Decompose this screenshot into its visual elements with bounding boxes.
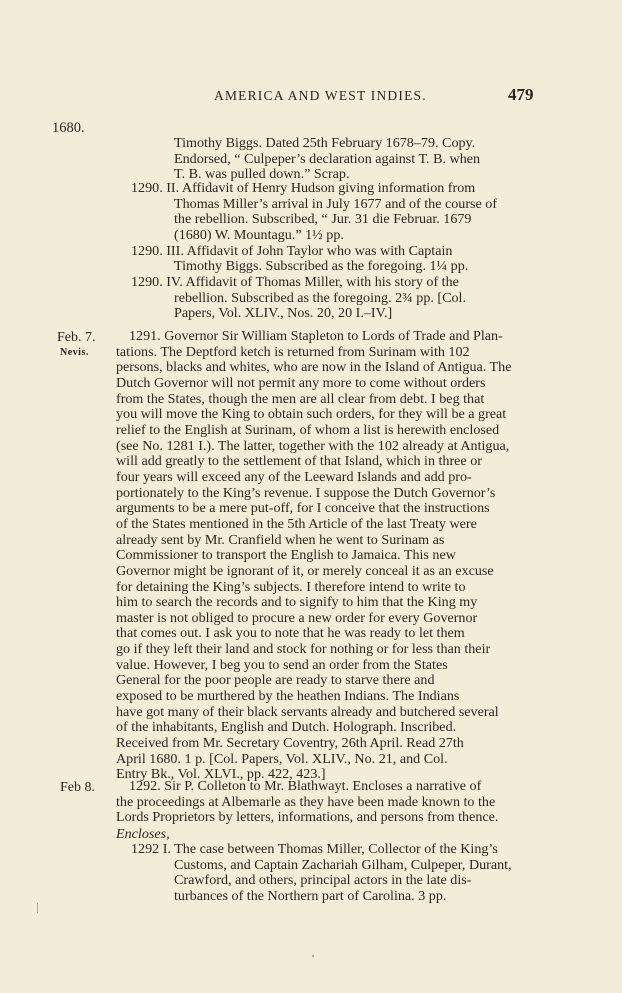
- text-line: Governor might be ignorant of it, or merely conceal it as an excuse: [116, 562, 494, 579]
- text-line: go if they left their land and stock for nothing or for less than their: [116, 641, 491, 658]
- text-line: Thomas Miller’s arrival in July 1677 and of the course of: [174, 195, 498, 212]
- text-line: you will move the King to obtain such orders, for they will be a great: [116, 406, 507, 423]
- text-line: April 1680. 1 p. [Col. Papers, Vol. XLIV., No. 21, and Col.: [116, 750, 448, 767]
- text-line: Endorsed, “ Culpeper’s declaration against T. B. when: [174, 150, 481, 167]
- text-line: for detaining the King’s subjects. I therefore intend to write to: [116, 578, 466, 595]
- text-line: Dutch Governor will not permit any more to come without orders: [116, 374, 486, 391]
- text-line: will add greatly to the settlement of that Island, which in three or: [116, 453, 482, 470]
- text-line: General for the poor people are ready to starve there and: [116, 672, 435, 689]
- text-line: 1290. II. Affidavit of Henry Hudson giving information from: [131, 180, 476, 196]
- text-line: Received from Mr. Secretary Coventry, 26th April. Read 27th: [116, 735, 464, 752]
- text-line: the rebellion. Subscribed, “ Jur. 31 die Februar. 1679: [174, 211, 472, 228]
- text-line: master is not obliged to procure a new order for every Governor: [116, 609, 478, 626]
- text-line: (1680) W. Mountagu.” 1½ pp.: [174, 226, 344, 243]
- entry-1292: [116, 779, 536, 826]
- text-line: Timothy Biggs. Dated 25th February 1678–79. Copy.: [174, 135, 476, 151]
- text-line: from the States, though the men are all clear from debt. I beg that: [116, 390, 485, 407]
- text-line: 1290. IV. Affidavit of Thomas Miller, with his story of the: [131, 273, 459, 290]
- text-line: Timothy Biggs. Subscribed as the foregoing. 1¼ pp.: [174, 258, 469, 275]
- text-line: Crawford, and others, principal actors in the late dis-: [174, 872, 472, 889]
- text-line: him to search the records and to signify to him that the King my: [116, 594, 478, 611]
- entry-1291-date: Feb. 7.: [57, 330, 96, 345]
- text-line: (see No. 1281 I.). The latter, together with the 102 already at Antigua,: [116, 437, 510, 454]
- subitem-1290-ii: [131, 181, 536, 244]
- text-line: Commissioner to transport the English to Jamaica. This new: [116, 547, 456, 564]
- text-line: that comes out. I ask you to note that he was ready to let them: [116, 625, 465, 642]
- entry-1290-continuation: [174, 136, 536, 183]
- enclosure-1292-i: [131, 842, 536, 905]
- text-line: Entry Bk., Vol. XLVI., pp. 422, 423.]: [116, 766, 326, 783]
- page-speck: [312, 955, 314, 957]
- text-line: have got many of their black servants already and butchered several: [116, 703, 499, 720]
- entry-1292-date: Feb 8.: [60, 780, 95, 795]
- text-line: 1291. Governor Sir William Stapleton to Lords of Trade and Plan-: [129, 328, 503, 344]
- text-line: value. However, I beg you to send an order from the States: [116, 656, 448, 673]
- text-line: relief to the English at Surinam, of whom a list is herewith enclosed: [116, 421, 500, 438]
- text-line: tations. The Deptford ketch is returned from Surinam with 102: [116, 343, 470, 360]
- entry-1291-place: Nevis.: [60, 347, 89, 358]
- text-line: of the inhabitants, English and Dutch. Holograph. Inscribed.: [116, 719, 457, 736]
- text-line: turbances of the Northern part of Carolina. 3 pp.: [174, 887, 447, 904]
- text-line: 1290. III. Affidavit of John Taylor who was with Captain: [131, 242, 453, 259]
- text-line: persons, blacks and whites, who are now in the Island of Antigua. The: [116, 359, 512, 376]
- text-line: of the States mentioned in the 5th Article of the last Treaty were: [116, 515, 477, 532]
- text-line: Papers, Vol. XLIV., Nos. 20, 20 I.–IV.]: [174, 305, 393, 322]
- text-line: exposed to be murthered by the heathen Indians. The Indians: [116, 688, 460, 705]
- text-line: four years will exceed any of the Leeward Islands and add pro-: [116, 468, 472, 485]
- text-line: already sent by Mr. Cranfield when he went to Surinam as: [116, 531, 445, 548]
- text-line: the proceedings at Albemarle as they have been made known to the: [116, 793, 496, 810]
- margin-mark: [37, 903, 38, 913]
- entry-1291: [116, 329, 536, 783]
- text-line: Lords Proprietors by letters, informations, and persons from thence.: [116, 809, 499, 826]
- text-line: Customs, and Captain Zachariah Gilham, Culpeper, Durant,: [174, 856, 512, 873]
- subitem-1290-iv: [131, 275, 536, 322]
- text-line: portionately to the King’s revenue. I suppose the Dutch Governor’s: [116, 484, 496, 501]
- subitem-1290-iii: [131, 244, 536, 275]
- year-marginal: 1680.: [52, 120, 85, 136]
- text-line: 1292 I. The case between Thomas Miller, Collector of the King’s: [131, 841, 498, 857]
- text-line: rebellion. Subscribed as the foregoing. 2¾ pp. [Col.: [174, 289, 466, 306]
- entry-1290-subitems: [131, 181, 536, 322]
- text-line: 1292. Sir P. Colleton to Mr. Blathwayt. Encloses a narrative of: [129, 778, 482, 794]
- encloses-label: Encloses,: [116, 826, 170, 842]
- text-line: arguments to be a mere put-off, for I conceive that the instructions: [116, 500, 490, 517]
- running-title: AMERICA AND WEST INDIES.: [214, 88, 427, 103]
- page-number: 479: [508, 85, 534, 104]
- text-line: T. B. was pulled down.” Scrap.: [174, 166, 350, 183]
